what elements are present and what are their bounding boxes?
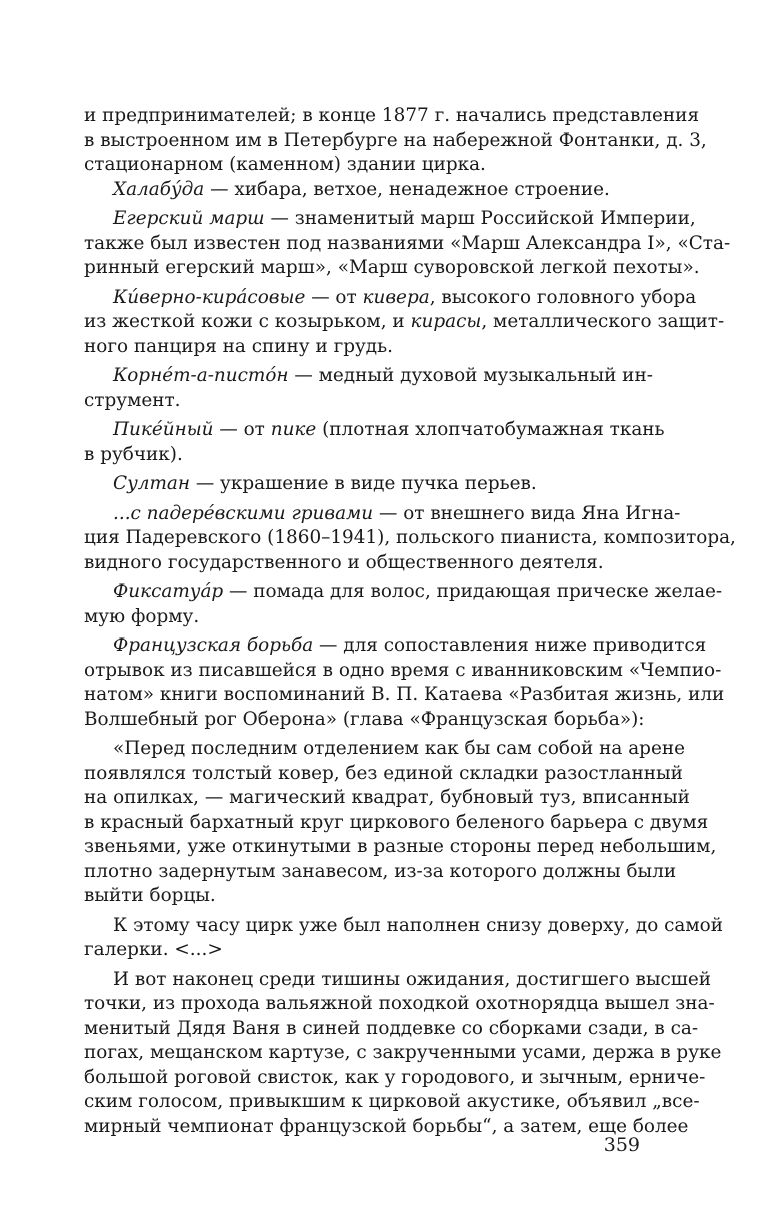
glossary-term: пике bbox=[270, 419, 317, 440]
glossary-term: кирасы bbox=[410, 311, 482, 332]
quote-line: звеньями, уже откинутыми в разные стороны перед небольшим, bbox=[84, 836, 717, 857]
quote-line: мирный чемпионат французской борьбы“, а затем, еще более bbox=[84, 1115, 689, 1137]
glossary-definition: — помада для волос, придающая прическе желае- bbox=[223, 581, 723, 602]
quote-line: «Перед последним отделением как бы сам собой на арене bbox=[113, 738, 685, 759]
text-line: ция Падеревского (1860–1941), польского пианиста, композитора, bbox=[84, 527, 736, 548]
text-line: видного государственного и общественного деятеля. bbox=[84, 551, 604, 573]
glossary-definition: — медный духовой музыкальный ин- bbox=[288, 365, 653, 386]
glossary-term: Султан bbox=[113, 473, 190, 494]
glossary-term: кивера bbox=[362, 286, 430, 308]
glossary-term: Фиксатуа́р bbox=[113, 581, 224, 602]
glossary-entry-kornet-a-piston bbox=[84, 364, 653, 389]
glossary-entry-sultan bbox=[84, 472, 638, 497]
text-line: ного панциря на спину и грудь. bbox=[84, 335, 393, 357]
glossary-definition: — для сопоставления ниже приводится bbox=[313, 635, 707, 656]
quote-line: в красный бархатный круг циркового беленого барьера с двумя bbox=[84, 811, 709, 833]
page-number: 359 bbox=[603, 1134, 640, 1156]
text-line: отрывок из писавшейся в одно время с иванниковским «Чемпио- bbox=[84, 659, 722, 681]
glossary-entry-halabuda bbox=[84, 178, 638, 203]
quote-line: точки, из прохода вальяжной походкой охотнорядца вышел зна- bbox=[84, 993, 715, 1014]
glossary-term: ...с падере́вскими гривами bbox=[113, 502, 374, 524]
glossary-term: Егерский марш bbox=[113, 208, 265, 229]
text-line: ринный егерский марш», «Марш суворовской легкой пехоты». bbox=[84, 257, 700, 278]
text-line: также был известен под названиями «Марш Александра I», «Ста- bbox=[84, 232, 731, 254]
quote-line: И вот наконец среди тишины ожидания, достигшего высшей bbox=[113, 968, 712, 990]
quote-line: выйти борцы. bbox=[84, 885, 216, 906]
text-line: Волшебный рог Оберона» (глава «Французская борьба»): bbox=[84, 708, 645, 730]
glossary-term: Ки́верно-кира́совые bbox=[113, 286, 306, 308]
text-line: и предпринимателей; в конце 1877 г. начались представления bbox=[84, 105, 700, 126]
glossary-definition: — украшение в виде пучка перьев. bbox=[189, 473, 537, 494]
quote-line: большой роговой свисток, как у городового, и зычным, ерниче- bbox=[84, 1066, 706, 1088]
glossary-entry-frantsuzskaya-borba bbox=[84, 634, 707, 659]
quote-line: К этому часу цирк уже был наполнен снизу доверху, до самой bbox=[113, 914, 724, 936]
glossary-term: Пике́йный bbox=[113, 419, 214, 440]
quote-line: ским голосом, привыкшим к цирковой акустике, объявил „все- bbox=[84, 1091, 700, 1112]
glossary-entry-fiksatuar bbox=[84, 580, 723, 605]
glossary-entry-egersky-marsh bbox=[84, 207, 696, 232]
text-line: струмент. bbox=[84, 389, 181, 411]
text-line: в выстроенном им в Петербурге на набережной Фонтанки, д. 3, bbox=[84, 129, 707, 151]
quote-line: плотно задернутым занавесом, из-за которого должны были bbox=[84, 860, 677, 882]
glossary-entry-paderevskie-grivy bbox=[84, 502, 681, 527]
quote-line: появлялся толстый ковер, без единой складки разостланный bbox=[84, 762, 683, 784]
text-line: мую форму. bbox=[84, 605, 200, 627]
text-line: стационарном (каменном) здании цирка. bbox=[84, 154, 486, 175]
text-line: в рубчик). bbox=[84, 443, 183, 465]
quote-line: на опилках, — магический квадрат, бубновый туз, вписанный bbox=[84, 787, 690, 808]
quote-line: менитый Дядя Ваня в синей поддевке со сборками сзади, в са- bbox=[84, 1017, 699, 1039]
glossary-term: Халабу́да bbox=[113, 178, 205, 200]
glossary-term: Корне́т-а-писто́н bbox=[113, 365, 289, 386]
glossary-entry-kiverno-kirasovye: Ки́верно-кира́совые — от кивера, высокого головного убора bbox=[113, 286, 697, 308]
text-line: натом» книги воспоминаний В. П. Катаева «Разбитая жизнь, или bbox=[84, 684, 725, 705]
page-text bbox=[84, 104, 736, 1139]
glossary-definition: — от внешнего вида Яна Игна- bbox=[373, 502, 681, 524]
glossary-definition: — хибара, ветхое, ненадежное строение. bbox=[204, 178, 610, 200]
glossary-term: Французская борьба bbox=[113, 635, 314, 656]
glossary-entry-pikeyny: Пике́йный — от пике (плотная хлопчатобумажная ткань bbox=[113, 419, 665, 440]
quote-line: погах, мещанском картузе, с закрученными усами, держа в руке bbox=[84, 1042, 722, 1063]
text-line: из жесткой кожи с козырьком, и кирасы, металлического защит- bbox=[84, 311, 725, 332]
glossary-definition: — знаменитый марш Российской Империи, bbox=[264, 208, 696, 229]
quote-line: галерки. <...> bbox=[84, 939, 223, 960]
